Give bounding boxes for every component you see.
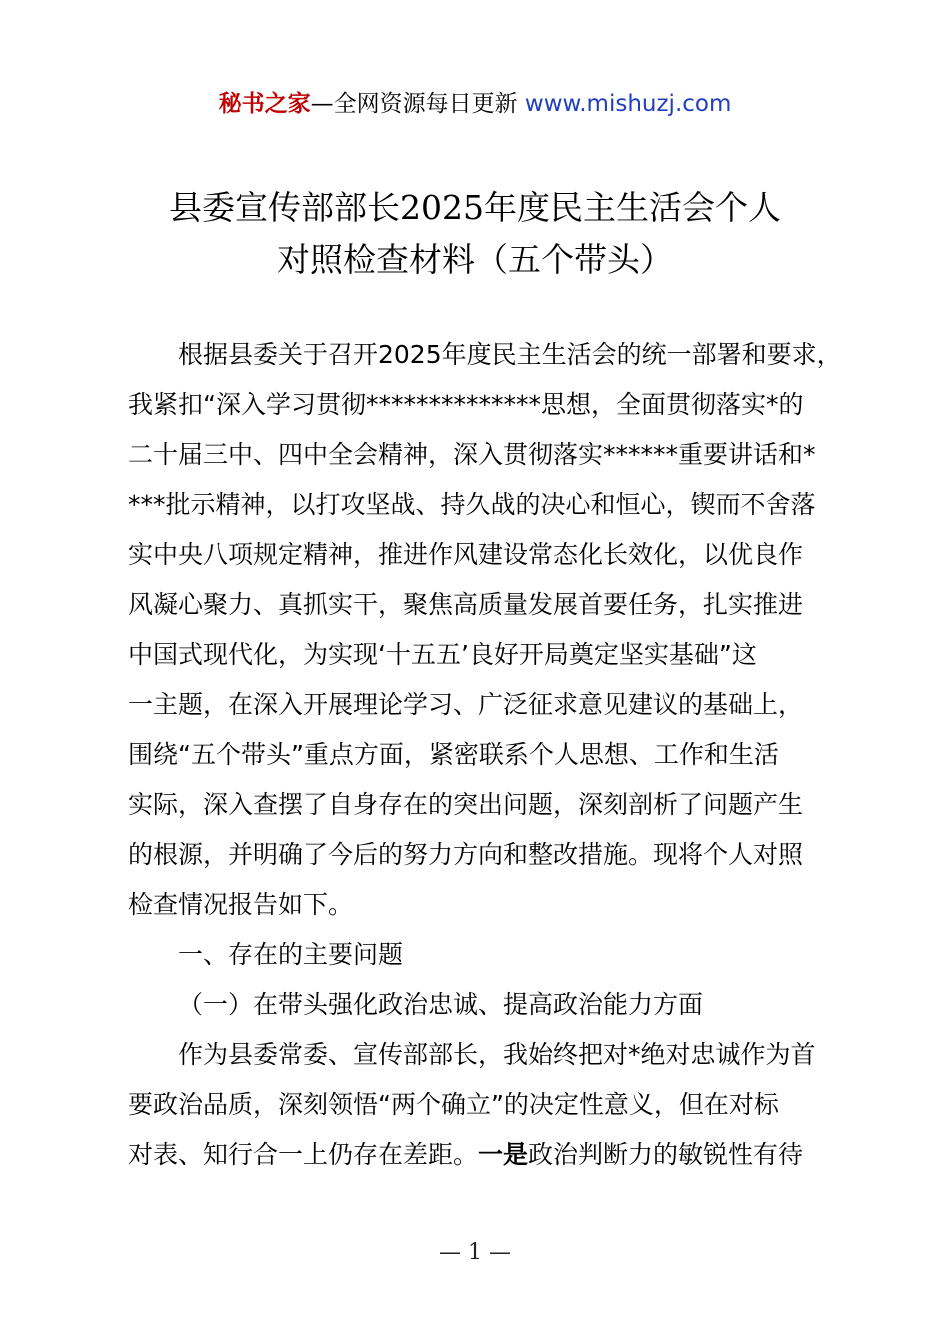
header-tagline: —全网资源每日更新	[310, 91, 518, 117]
intro-line: 围绕“五个带头”重点方面，紧密联系个人思想、工作和生活	[128, 740, 779, 769]
intro-line: 我紧扣“深入学习贯彻**************思想，全面贯彻落实*的	[128, 390, 804, 419]
section-line: 要政治品质，深刻领悟“两个确立”的决定性意义，但在对标	[128, 1090, 779, 1119]
intro-line: 检查情况报告如下。	[128, 890, 354, 919]
intro-line: 风凝心聚力、真抓实干，聚焦高质量发展首要任务，扎实推进	[128, 590, 804, 619]
section-text: 对表、知行合一上仍存在差距。	[128, 1140, 479, 1169]
intro-line: 一主题，在深入开展理论学习、广泛征求意见建议的基础上，	[128, 690, 804, 719]
section-heading-2: （一）在带头强化政治忠诚、提高政治能力方面	[178, 990, 704, 1019]
intro-line: 根据县委关于召开2025年度民主生活会的统一部署和要求，	[178, 340, 842, 369]
title-line-1: 县委宣传部部长2025年度民主生活会个人	[169, 188, 781, 227]
site-header	[0, 86, 950, 122]
emphasis-label: 一是	[478, 1140, 529, 1169]
title-line-2: 对照检查材料（五个带头）	[277, 240, 673, 279]
document-body	[128, 330, 842, 1180]
intro-paragraph	[128, 330, 842, 930]
section-line-3	[128, 1140, 803, 1169]
section-paragraph	[128, 1030, 834, 1180]
intro-line: 实际，深入查摆了自身存在的突出问题，深刻剖析了问题产生	[128, 790, 804, 819]
brand-name: 秘书之家	[218, 91, 311, 117]
section-heading-1: 一、存在的主要问题	[178, 940, 404, 969]
section-text: 政治判断力的敏锐性有待	[528, 1140, 804, 1169]
intro-line: 实中央八项规定精神，推进作风建设常态化长效化，以优良作	[128, 540, 804, 569]
intro-line: 二十届三中、四中全会精神，深入贯彻落实******重要讲话和*	[128, 440, 816, 469]
intro-line: 的根源，并明确了今后的努力方向和整改措施。现将个人对照	[128, 840, 804, 869]
page-number: — 1 —	[439, 1240, 511, 1265]
intro-line: ***批示精神，以打攻坚战、持久战的决心和恒心，锲而不舍落	[128, 490, 816, 519]
document-title	[0, 182, 950, 286]
intro-line: 中国式现代化，为实现‘十五五’良好开局奠定坚实基础”这	[128, 640, 757, 669]
section-line: 作为县委常委、宣传部部长，我始终把对*绝对忠诚作为首	[178, 1040, 816, 1069]
site-url-link[interactable]: www.mishuzj.com	[524, 91, 732, 117]
